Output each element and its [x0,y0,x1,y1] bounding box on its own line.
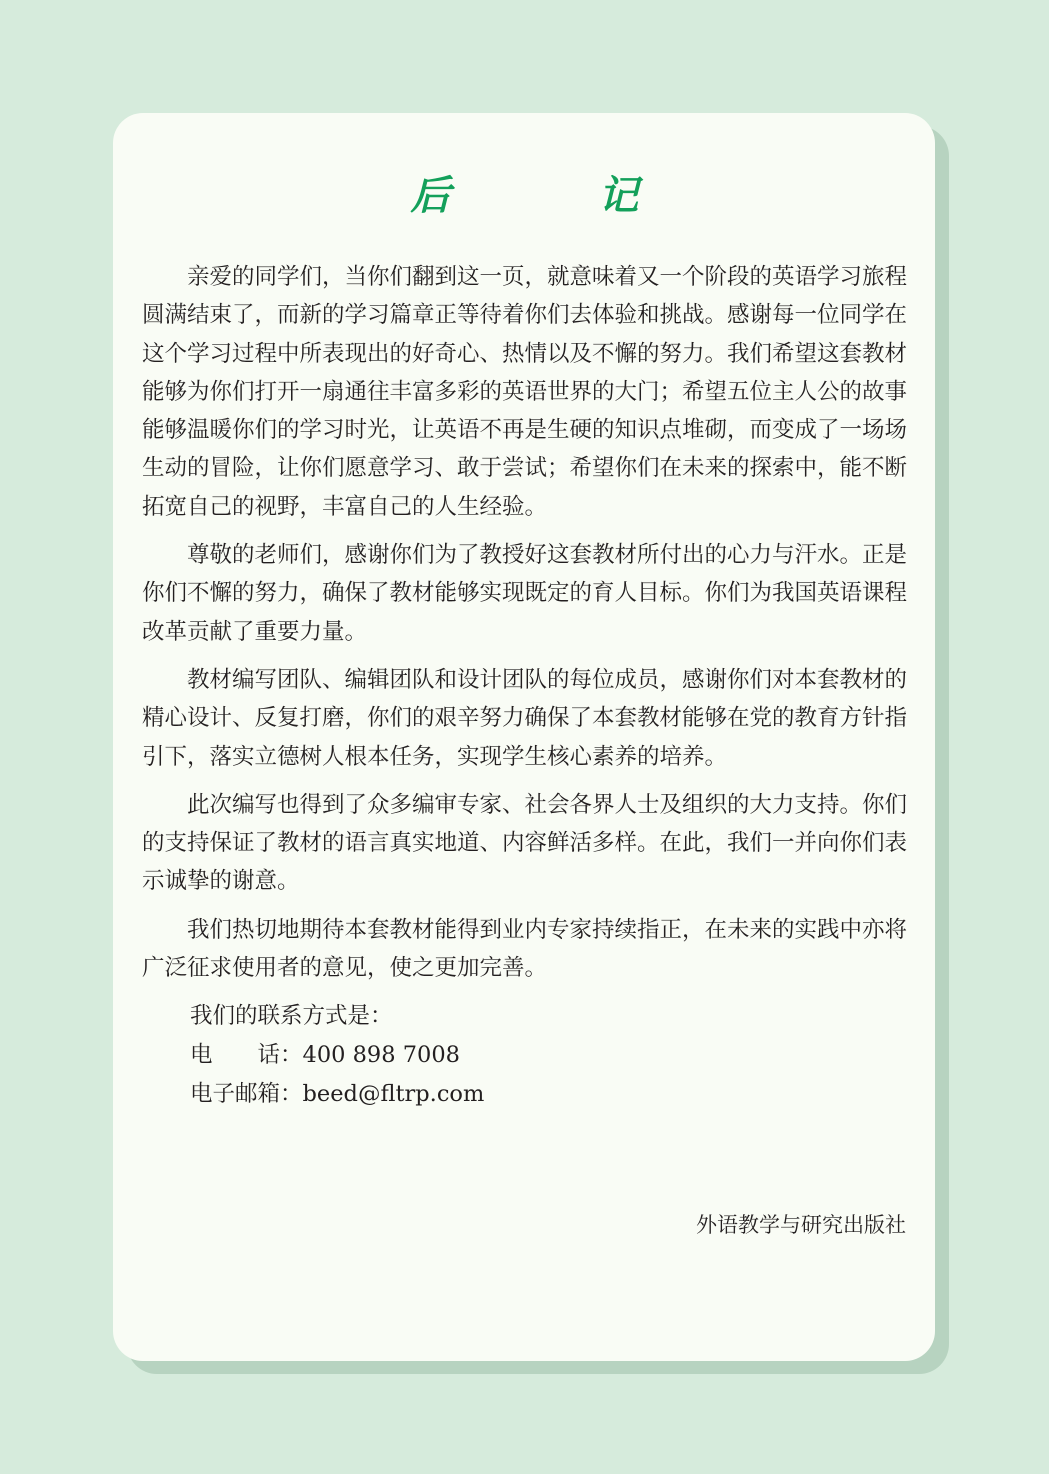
contact-email-line [190,1075,907,1114]
contact-intro: 我们的联系方式是： [190,1003,393,1030]
phone-label: 电 话： [190,1041,303,1068]
contact-phone-line [190,1036,907,1075]
paragraph-expectation: 我们热切地期待本套教材能得到业内专家持续指正，在未来的实践中亦将广泛征求使用者的意见，使之更加完善。 [142,916,908,982]
email-label: 电子邮箱： [190,1080,303,1107]
paragraph-students: 亲爱的同学们，当你们翻到这一页，就意味着又一个阶段的英语学习旅程圆满结束了，而新的学习篇章正等待着你们去体验和挑战。感谢每一位同学在这个学习过程中所表现出的好奇心、热情以及不懈的努力。我们希望这套教材能够为你们打开一扇通往丰富多彩的英语世界的大门；希望五位主人公的故事能够温暖你们的学习时光，让英语不再是生硬的知识点堆砌，而变成了一场场生动的冒险，让你们愿意学习、敢于尝试；希望你们在未来的探索中，能不断拓宽自己的视野，丰富自己的人生经验。 [142,264,908,520]
page-title: 后 记 [410,172,693,219]
publisher-name: 外语教学与研究出版社 [696,1213,906,1237]
contact-info [142,997,907,1113]
email-address: beed@fltrp.com [302,1080,485,1107]
paragraph-teams: 教材编写团队、编辑团队和设计团队的每位成员，感谢你们对本套教材的精心设计、反复打磨，你们的艰辛努力确保了本套教材能够在党的教育方针指引下，落实立德树人根本任务，实现学生核心素养的培养。 [142,666,908,770]
phone-number: 400 898 7008 [302,1041,460,1068]
paragraph-experts: 此次编写也得到了众多编审专家、社会各界人士及组织的大力支持。你们的支持保证了教材的语言真实地道、内容鲜活多样。在此，我们一并向你们表示诚挚的谢意。 [142,791,908,895]
paragraph-teachers: 尊敬的老师们，感谢你们为了教授好这套教材所付出的心力与汗水。正是你们不懈的努力，确保了教材能够实现既定的育人目标。你们为我国英语课程改革贡献了重要力量。 [142,542,908,645]
afterword-body [142,258,907,1113]
